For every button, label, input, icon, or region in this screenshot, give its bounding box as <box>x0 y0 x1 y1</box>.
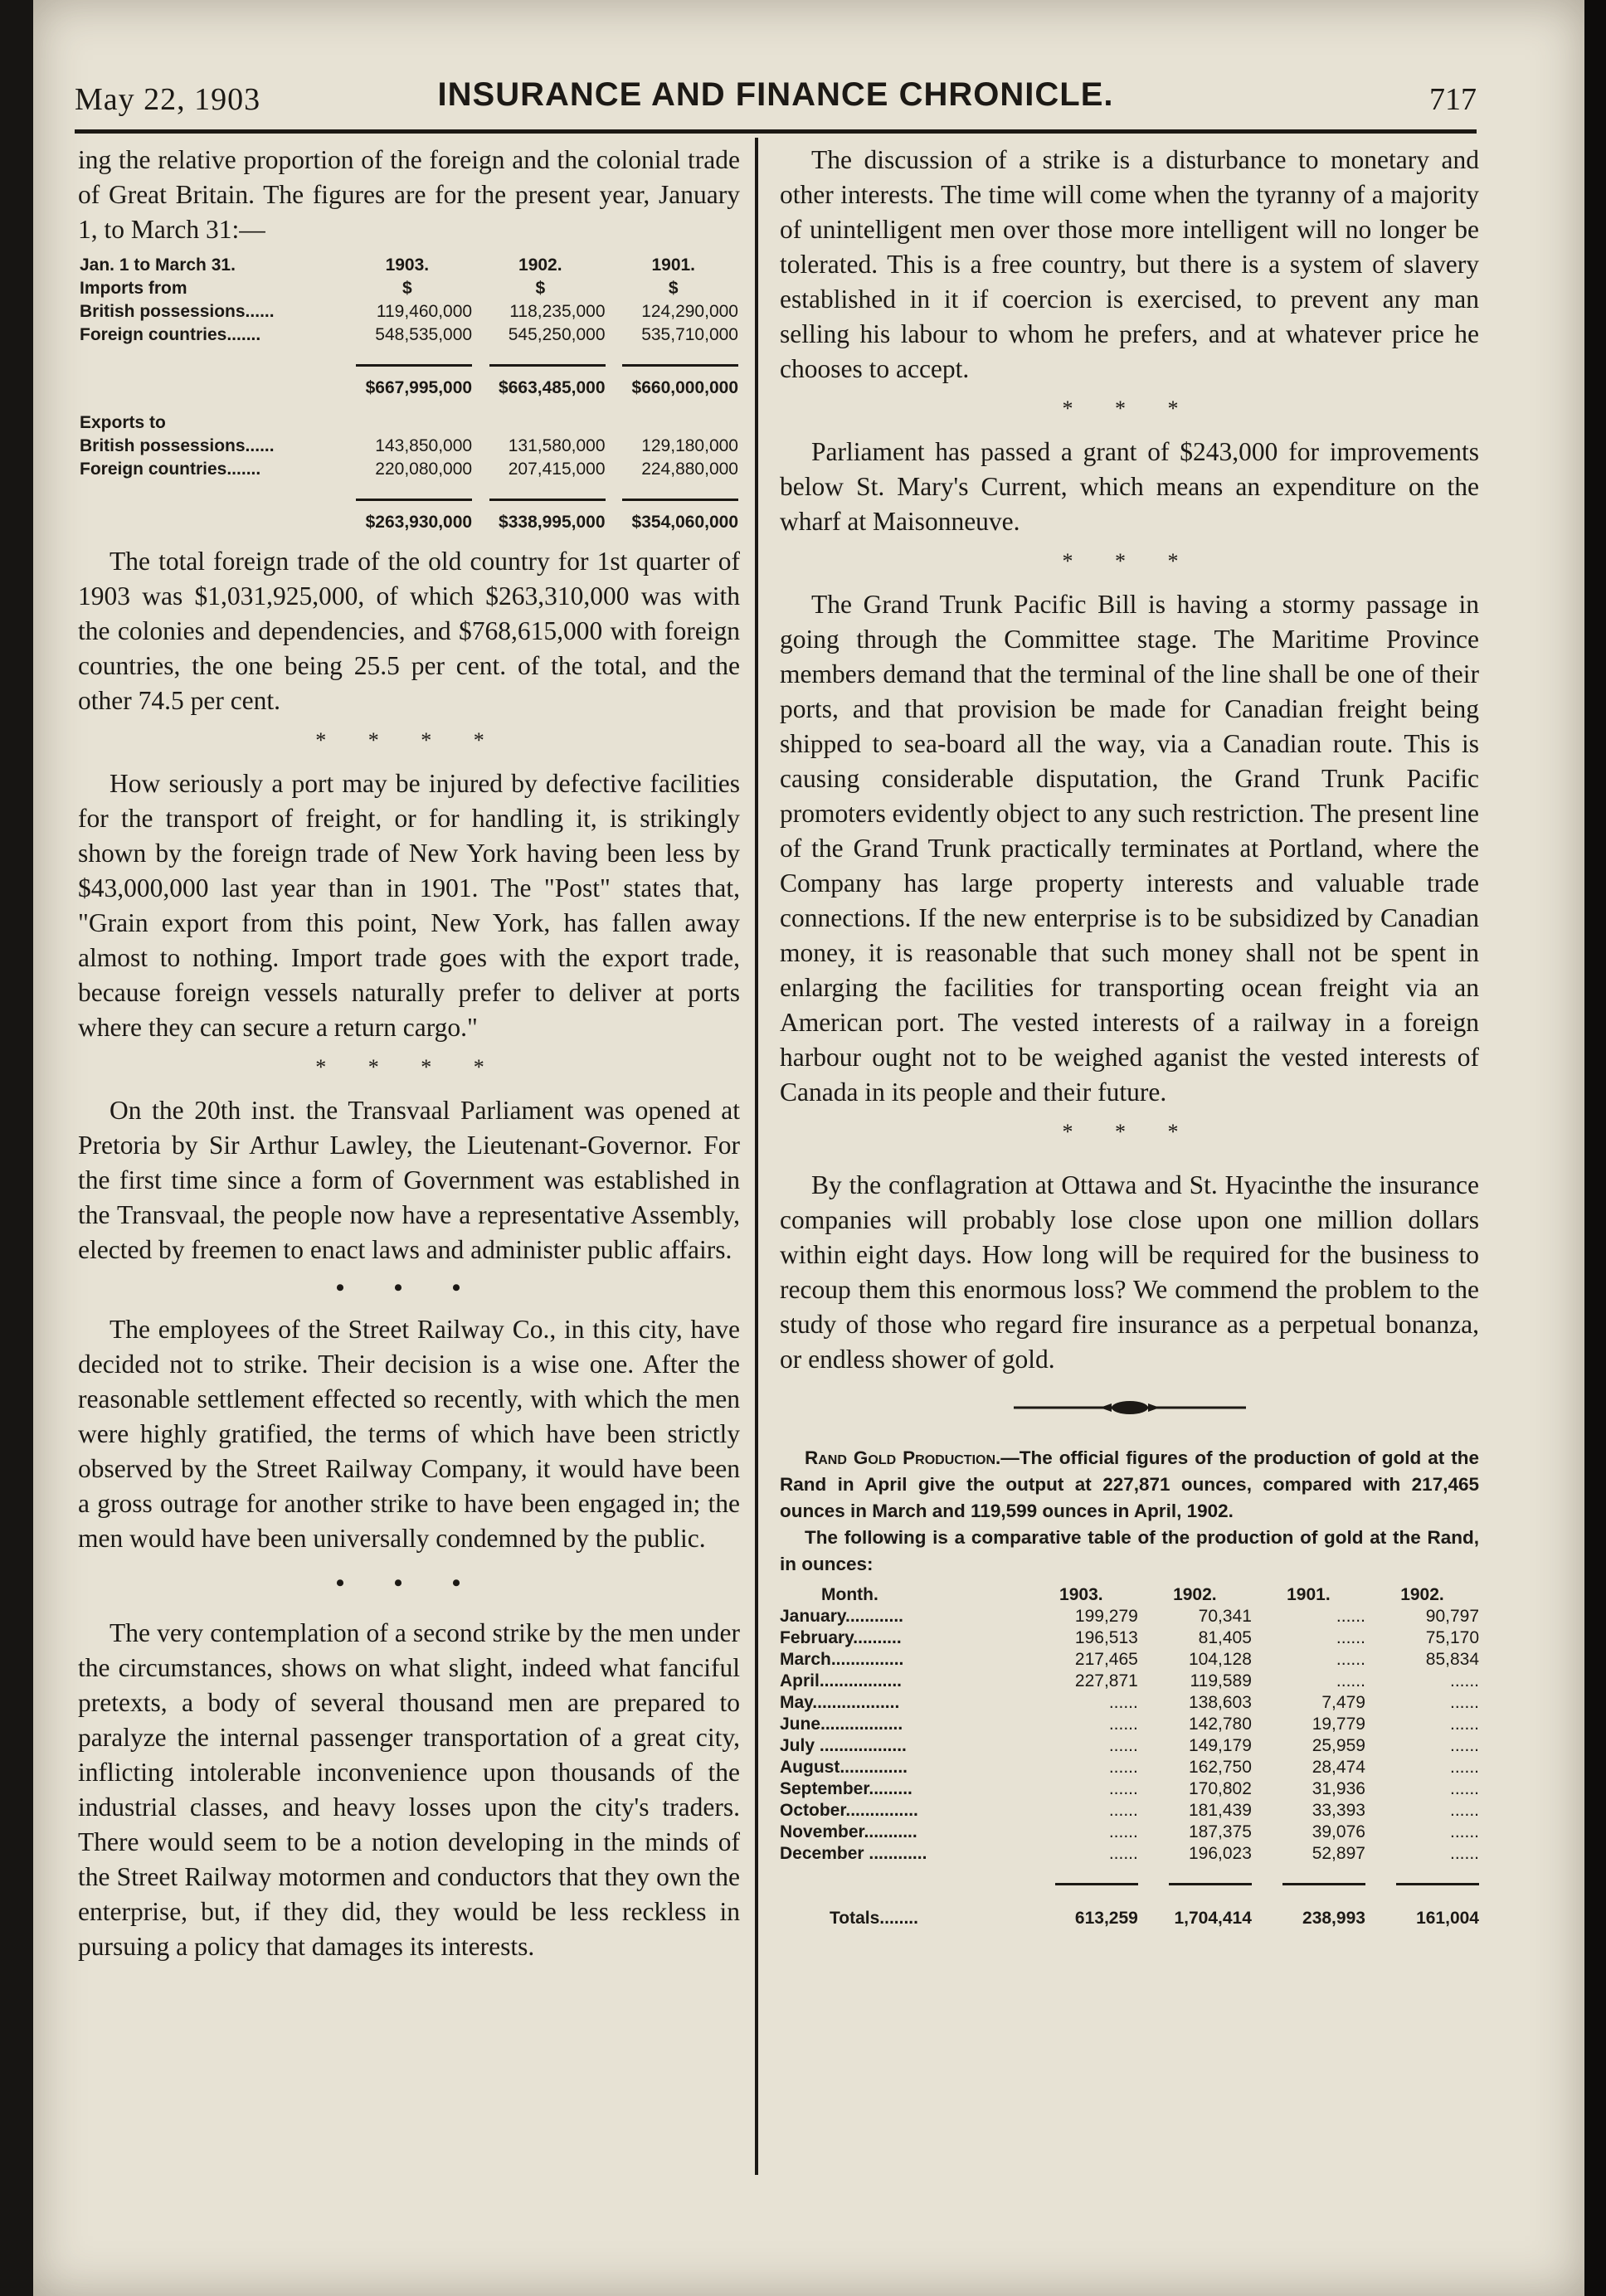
table-cell: 187,375 <box>1188 1822 1252 1841</box>
table-row <box>780 1606 1479 1627</box>
trade-year-header: 1901. <box>651 255 696 275</box>
trade-year-header: 1902. <box>518 255 562 275</box>
section-separator: * * * <box>1062 396 1197 421</box>
table-cell: ...... <box>1449 1844 1479 1863</box>
trade-table <box>78 254 740 534</box>
right-column <box>780 143 1479 1929</box>
trade-period: Jan. 1 to March 31. <box>80 255 236 275</box>
table-cell: 81,405 <box>1198 1628 1252 1647</box>
table-row <box>780 1627 1479 1649</box>
table-row <box>780 1757 1479 1778</box>
table-cell: 119,460,000 <box>376 302 473 321</box>
imports-total-row <box>78 377 740 400</box>
table-cell: 162,750 <box>1188 1758 1252 1777</box>
table-cell: ...... <box>1449 1758 1479 1777</box>
table-cell: ...... <box>1108 1758 1138 1777</box>
total-rule <box>622 499 738 501</box>
month-label: December ............ <box>780 1844 927 1863</box>
table-cell: 1,704,414 <box>1174 1909 1252 1928</box>
total-rule <box>1055 1883 1138 1885</box>
page-number: 717 <box>1429 82 1477 117</box>
left-column <box>78 143 740 1964</box>
table-cell: 119,589 <box>1190 1671 1252 1690</box>
newspaper-page <box>33 0 1584 2296</box>
table-cell: 70,341 <box>1198 1607 1252 1626</box>
currency-symbol: $ <box>668 279 679 298</box>
table-cell: 118,235,000 <box>509 302 606 321</box>
table-row <box>780 1778 1479 1800</box>
table-cell: 19,779 <box>1312 1715 1365 1734</box>
table-cell: 52,897 <box>1312 1844 1365 1863</box>
table-cell: ...... <box>1108 1693 1138 1712</box>
table-cell: 28,474 <box>1312 1758 1365 1777</box>
totals-label: Totals........ <box>830 1909 918 1928</box>
month-label: July .................. <box>780 1736 907 1755</box>
table-cell: 90,797 <box>1425 1607 1479 1626</box>
section-separator: * * * * <box>315 728 503 752</box>
table-cell: ...... <box>1336 1650 1365 1669</box>
table-cell: ...... <box>1336 1671 1365 1690</box>
table-cell: 220,080,000 <box>375 460 473 479</box>
table-row <box>780 1692 1479 1714</box>
paragraph: The discussion of a strike is a disturbance to monetary and other interests. The time will come when the tyranny of a majority of unintelligent men over those more intelligent will no longer be tolerated. This is a free country, but there is a system of slavery established in it if coercion is exercised, to prevent any man selling his labour to whom he prefers, and at whatever price he chooses to accept. <box>780 145 1479 383</box>
table-cell: $354,060,000 <box>631 513 738 532</box>
table-cell: $338,995,000 <box>499 513 606 532</box>
table-row <box>780 1671 1479 1692</box>
ornament-divider <box>780 1392 1479 1427</box>
total-rule <box>622 364 738 367</box>
table-cell: 548,535,000 <box>375 325 473 344</box>
table-cell: ...... <box>1449 1801 1479 1820</box>
issue-date: May 22, 1903 <box>75 82 261 117</box>
paragraph: Parliament has passed a grant of $243,000 for improvements below St. Mary's Current, which means an expenditure on the wharf at Maisonneuve. <box>780 437 1479 536</box>
row-label: British possessions...... <box>80 436 275 455</box>
exports-label: Exports to <box>80 413 166 432</box>
table-cell: ...... <box>1108 1801 1138 1820</box>
table-row <box>780 1735 1479 1757</box>
month-label: February.......... <box>780 1628 902 1647</box>
table-cell: 124,290,000 <box>641 302 738 321</box>
currency-symbol: $ <box>402 279 412 298</box>
table-cell: 25,959 <box>1312 1736 1365 1755</box>
month-label: August.............. <box>780 1758 908 1777</box>
table-row <box>78 300 740 323</box>
table-cell: 131,580,000 <box>508 436 606 455</box>
column-header: 1903. <box>1059 1585 1103 1604</box>
total-rule <box>489 499 606 501</box>
table-cell: 138,603 <box>1188 1693 1252 1712</box>
table-row <box>780 1822 1479 1843</box>
section-separator: • • • <box>335 1569 483 1597</box>
month-label: September......... <box>780 1779 912 1798</box>
table-cell: $667,995,000 <box>365 378 473 397</box>
rand-paragraph: —The official figures of the production of gold at the Rand in April give the output at 227,871 ounces, compared with 217,465 ounces in March and 119,599 ounces in April, 1902. <box>780 1447 1479 1521</box>
table-cell: 196,513 <box>1074 1628 1138 1647</box>
table-cell: ...... <box>1449 1736 1479 1755</box>
rand-heading: Rand Gold Production. <box>805 1447 1001 1468</box>
table-cell: 217,465 <box>1074 1650 1138 1669</box>
gold-totals-row <box>780 1896 1479 1929</box>
column-header: Month. <box>821 1585 878 1604</box>
paragraph: The employees of the Street Railway Co., in this city, have decided not to strike. Their decision is a wise one. After the reasonable settlement effected so recently, with which the men were highly gratified, the terms of which have been strictly observed by the Street Railway Company, it would have been a gross outrage for another strike to have been engaged in; the men would have been universally condemned by the public. <box>78 1315 740 1553</box>
table-cell: 39,076 <box>1312 1822 1365 1841</box>
column-divider <box>755 138 758 2175</box>
table-cell: 149,179 <box>1188 1736 1252 1755</box>
paragraph: On the 20th inst. the Transvaal Parliament was opened at Pretoria by Sir Arthur Lawley, the Lieutenant-Governor. For the first time since a form of Government was established in the Transvaal, the people now have a representative Assembly, elected by freemen to enact laws and administer public affairs. <box>78 1096 740 1264</box>
section-separator: * * * <box>1062 1120 1197 1144</box>
table-cell: ...... <box>1449 1779 1479 1798</box>
table-cell: 7,479 <box>1321 1693 1365 1712</box>
page-header <box>75 76 1477 126</box>
table-cell: ...... <box>1108 1822 1138 1841</box>
table-cell: 104,128 <box>1188 1650 1252 1669</box>
paragraph: The total foreign trade of the old country for 1st quarter of 1903 was $1,031,925,000, of which $263,310,000 was with the colonies and dependencies, and $768,615,000 with foreign countries, the one being 25.5 per cent. of the total, and the other 74.5 per cent. <box>78 547 740 715</box>
section-separator: * * * * <box>315 1055 503 1079</box>
table-row <box>780 1843 1479 1865</box>
paragraph: The Grand Trunk Pacific Bill is having a stormy passage in going through the Committee stage. The Maritime Province members demand that the terminal of the line shall be one of their ports, and that provision be made for Canadian freight being shipped to sea-board all the way, via a Canadian route. This is causing considerable disputation, the Grand Trunk Pacific promoters evidently object to any such restriction. The present line of the Grand Trunk practically terminates at Portland, where the Company has large property interests and valuable trade connections. If the new enterprise is to be subsidized by Canadian money, it is reasonable that such money shall not be spent in enlarging the facilities for transporting ocean freight via an American port. The vested interests of a railway in a foreign harbour ought not to be weighed aganist the vested interests of Canada in its people and their future. <box>780 590 1479 1107</box>
table-row <box>780 1714 1479 1735</box>
table-cell: 238,993 <box>1302 1909 1365 1928</box>
month-label: October............... <box>780 1801 918 1820</box>
table-cell: ...... <box>1449 1715 1479 1734</box>
table-cell: ...... <box>1108 1736 1138 1755</box>
total-rule <box>356 364 472 367</box>
table-cell: 227,871 <box>1074 1671 1138 1690</box>
table-cell: 129,180,000 <box>641 436 738 455</box>
rand-gold-section <box>780 1445 1479 1578</box>
section-separator: • • • <box>335 1274 483 1301</box>
publication-title: INSURANCE AND FINANCE CHRONICLE. <box>437 76 1114 113</box>
trade-year-header: 1903. <box>385 255 430 275</box>
table-row <box>780 1800 1479 1822</box>
month-label: January............ <box>780 1607 903 1626</box>
table-row <box>78 458 740 481</box>
total-rule <box>489 364 606 367</box>
column-header: 1902. <box>1400 1585 1444 1604</box>
table-cell: ...... <box>1108 1779 1138 1798</box>
total-rule <box>1396 1883 1479 1885</box>
paragraph: How seriously a port may be injured by defective facilities for the transport of freight, or for handling it, is strikingly shown by the foreign trade of New York having been less by $43,000,000 last year than in 1901. The "Post" states that, "Grain export from this point, New York, has fallen away almost to nothing. Import trade goes with the export trade, because foreign vessels naturally prefer to deliver at ports where they can secure a return cargo." <box>78 769 740 1042</box>
table-cell: 161,004 <box>1416 1909 1479 1928</box>
table-cell: 545,250,000 <box>508 325 606 344</box>
table-cell: ...... <box>1108 1715 1138 1734</box>
table-cell: 143,850,000 <box>375 436 473 455</box>
table-cell: ...... <box>1449 1822 1479 1841</box>
header-rule <box>75 129 1477 134</box>
table-cell: ...... <box>1449 1671 1479 1690</box>
exports-total-row <box>78 511 740 534</box>
row-label: Foreign countries....... <box>80 460 261 479</box>
table-cell: 75,170 <box>1425 1628 1479 1647</box>
table-cell: 33,393 <box>1312 1801 1365 1820</box>
table-cell: ...... <box>1108 1844 1138 1863</box>
intro-paragraph: ing the relative proportion of the foreign and the colonial trade of Great Britain. The figures are for the present year, January 1, to March 31:— <box>78 145 740 244</box>
table-cell: 170,802 <box>1188 1779 1252 1798</box>
month-label: April................. <box>780 1671 903 1690</box>
table-cell: 31,936 <box>1312 1779 1365 1798</box>
table-cell: $660,000,000 <box>631 378 738 397</box>
paragraph: The very contemplation of a second strike by the men under the circumstances, shows on what slight, indeed what fanciful pretexts, a body of several thousand men are prepared to paralyze the internal passenger transportation of a great city, inflicting intolerable inconvenience upon thousands of the industrial classes, and heavy losses upon the city's traders. There would seem to be a notion developing in the minds of the Street Railway motormen and conductors that they own the enterprise, but, if they did, they would be less reckless in pursuing a policy that damages its interests. <box>78 1618 740 1961</box>
table-row <box>780 1649 1479 1671</box>
table-row <box>78 323 740 347</box>
month-label: March............... <box>780 1650 904 1669</box>
table-cell: 142,780 <box>1188 1715 1252 1734</box>
table-cell: 199,279 <box>1074 1607 1138 1626</box>
paragraph: By the conflagration at Ottawa and St. Hyacinthe the insurance companies will probably lose close upon one million dollars within eight days. How long will be required for the business to recoup them this enormous loss? We commend the problem to the study of those who regard fire insurance as a perpetual bonanza, or endless shower of gold. <box>780 1170 1479 1374</box>
rand-paragraph: The following is a comparative table of the production of gold at the Rand, in ounces: <box>780 1527 1479 1574</box>
month-label: November........... <box>780 1822 917 1841</box>
ornament-rule-icon <box>1014 1398 1246 1418</box>
currency-symbol: $ <box>535 279 546 298</box>
table-cell: 224,880,000 <box>641 460 738 479</box>
column-header: 1902. <box>1173 1585 1217 1604</box>
imports-label: Imports from <box>80 279 187 298</box>
gold-table-header <box>780 1584 1479 1606</box>
row-label: British possessions...... <box>80 302 275 321</box>
table-cell: 613,259 <box>1074 1909 1138 1928</box>
table-row <box>78 435 740 458</box>
table-cell: $663,485,000 <box>499 378 606 397</box>
table-cell: 196,023 <box>1188 1844 1252 1863</box>
table-cell: 535,710,000 <box>641 325 738 344</box>
gold-production-table <box>780 1584 1479 1929</box>
row-label: Foreign countries....... <box>80 325 261 344</box>
table-cell: ...... <box>1336 1628 1365 1647</box>
total-rule <box>356 499 472 501</box>
month-label: June................. <box>780 1715 903 1734</box>
total-rule <box>1169 1883 1252 1885</box>
section-separator: * * * <box>1062 549 1197 573</box>
month-label: May.................. <box>780 1693 900 1712</box>
column-header: 1901. <box>1287 1585 1331 1604</box>
table-cell: 181,439 <box>1188 1801 1252 1820</box>
table-cell: ...... <box>1336 1607 1365 1626</box>
table-cell: ...... <box>1449 1693 1479 1712</box>
table-cell: 207,415,000 <box>508 460 606 479</box>
page-edge <box>1584 0 1606 2296</box>
table-cell: 85,834 <box>1425 1650 1479 1669</box>
table-cell: $263,930,000 <box>365 513 473 532</box>
total-rule <box>1282 1883 1365 1885</box>
